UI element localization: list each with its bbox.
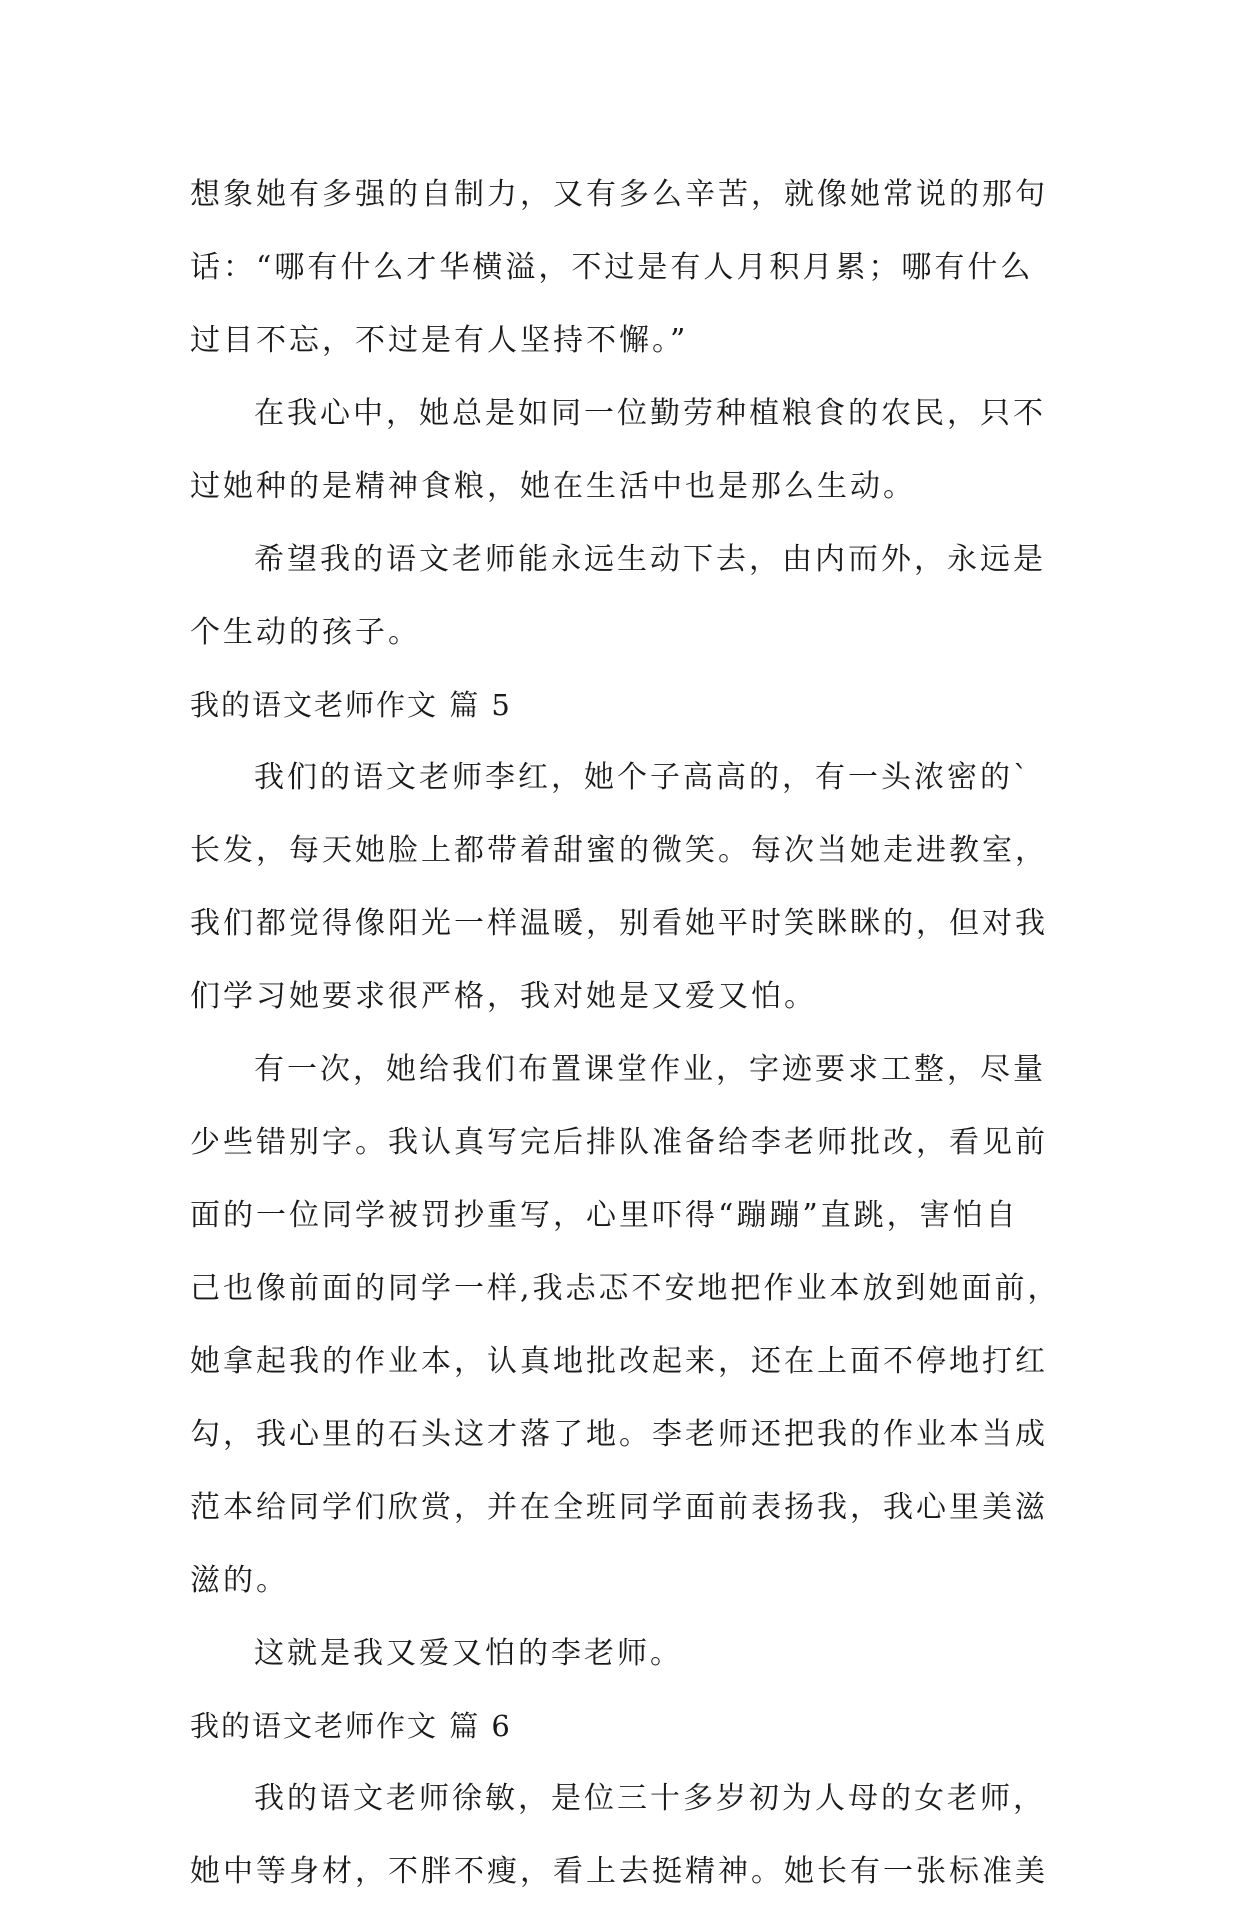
document-body [190,158,1060,1908]
paragraph-line: 在我心中，她总是如同一位勤劳种植粮食的农民，只不 [254,396,1046,431]
paragraph-line: 我们的语文老师李红，她个子高高的，有一头浓密的` [254,760,1031,795]
paragraph-line: 范本给同学们欣赏，并在全班同学面前表扬我，我心里美滋 [190,1490,1048,1525]
paragraph-line: 少些错别字。我认真写完后排队准备给李老师批改，看见前 [190,1125,1048,1160]
paragraph-line: 她拿起我的作业本，认真地批改起来，还在上面不停地打红 [190,1344,1048,1379]
section-heading: 我的语文老师作文 篇 5 [190,688,512,722]
paragraph-line: 我们都觉得像阳光一样温暖，别看她平时笑眯眯的，但对我 [190,906,1048,941]
paragraph-line: 她中等身材，不胖不瘦，看上去挺精神。她长有一张标准美 [190,1854,1048,1889]
paragraph-line: 这就是我又爱又怕的李老师。 [254,1636,683,1671]
paragraph [190,377,1060,523]
paragraph-line: 我的语文老师徐敏，是位三十多岁初为人母的女老师， [254,1781,1046,1816]
paragraph-line: 面的一位同学被罚抄重写，心里吓得“蹦蹦”直跳，害怕自 [190,1198,1019,1233]
paragraph [190,1762,1060,1908]
paragraph [190,1617,1060,1690]
paragraph-line: 有一次，她给我们布置课堂作业，字迹要求工整，尽量 [254,1052,1046,1087]
paragraph-line: 个生动的孩子。 [190,615,421,650]
paragraph [190,1033,1060,1617]
paragraph-line: 勾，我心里的石头这才落了地。李老师还把我的作业本当成 [190,1417,1048,1452]
paragraph-line: 滋的。 [190,1563,289,1598]
paragraph-line: 过她种的是精神食粮，她在生活中也是那么生动。 [190,469,916,504]
paragraph-line: 己也像前面的同学一样,我忐忑不安地把作业本放到她面前， [190,1271,1061,1306]
section-heading: 我的语文老师作文 篇 6 [190,1709,512,1743]
paragraph-line: 们学习她要求很严格，我对她是又爱又怕。 [190,979,817,1014]
paragraph [190,741,1060,1033]
paragraph [190,523,1060,669]
paragraph-line: 想象她有多强的自制力，又有多么辛苦，就像她常说的那句 [190,177,1048,212]
paragraph-line: 长发，每天她脸上都带着甜蜜的微笑。每次当她走进教室， [190,833,1048,868]
paragraph-line: 话：“哪有什么才华横溢，不过是有人月积月累；哪有什么 [190,250,1034,285]
paragraph-line: 希望我的语文老师能永远生动下去，由内而外，永远是 [254,542,1046,577]
paragraph-line: 过目不忘，不过是有人坚持不懈。” [190,323,689,358]
paragraph [190,158,1060,377]
